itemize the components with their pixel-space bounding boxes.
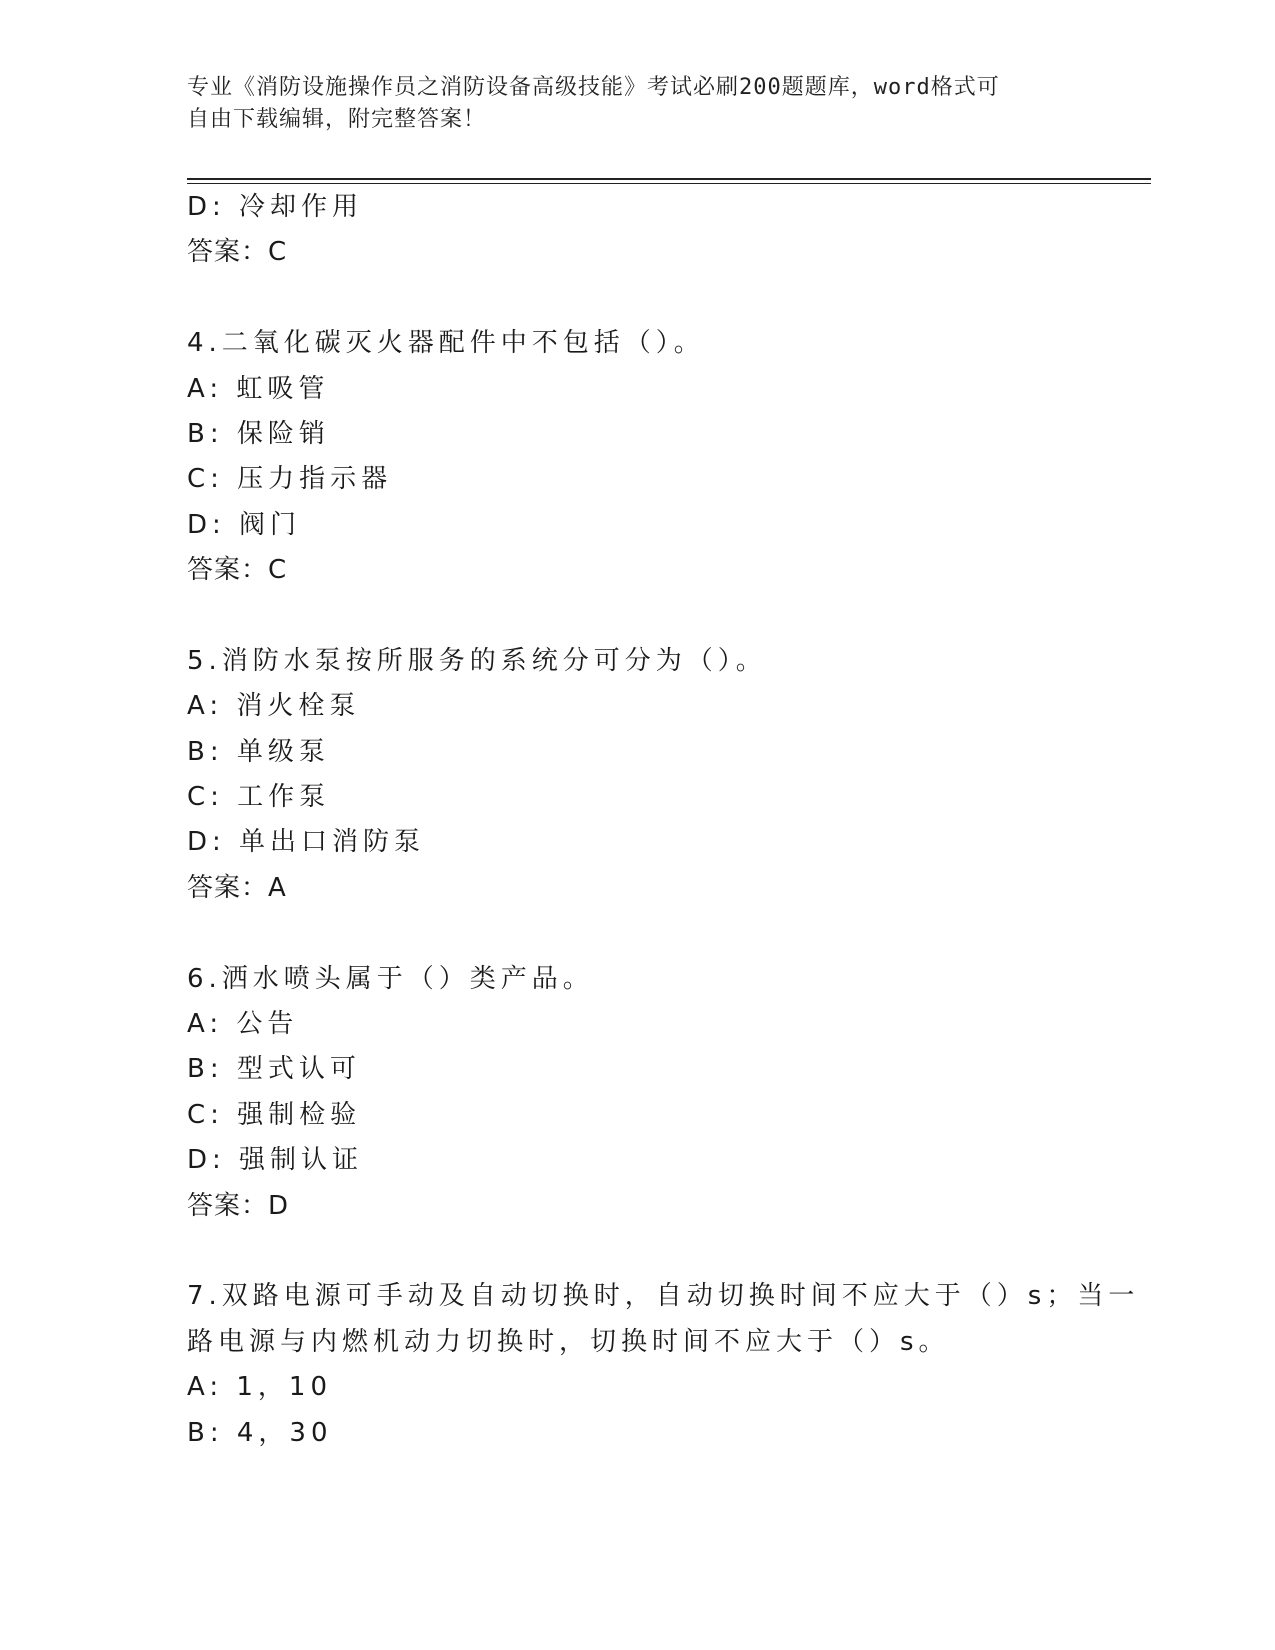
question-stem-line-1: 7.双路电源可手动及自动切换时，自动切换时间不应大于（）s；当一: [187, 1281, 1140, 1312]
option-c: C: 压力指示器: [187, 464, 393, 495]
question-gap: [187, 911, 1137, 956]
document-header: [187, 72, 1087, 136]
option-b: B: 单级泵: [187, 736, 330, 767]
question-stem-line-2: 路电源与内燃机动力切换时，切换时间不应大于（）s。: [187, 1326, 950, 1357]
question-gap: [187, 1229, 1137, 1274]
option-c: C: 强制检验: [187, 1099, 362, 1130]
header-title-line-2: 自由下载编辑，附完整答案！: [187, 107, 487, 132]
header-divider-thin: [187, 183, 1151, 184]
answer-line: 答案：A: [187, 872, 287, 903]
option-c: C: 工作泵: [187, 782, 331, 813]
answer-line: 答案：C: [187, 555, 288, 586]
option-a: A: 消火栓泵: [187, 691, 361, 722]
option-b: B: 保险销: [187, 418, 330, 449]
answer-line: 答案：D: [187, 1190, 290, 1221]
option-a: A: 公告: [187, 1009, 299, 1040]
header-divider-thick: [187, 178, 1151, 180]
header-title-line-1: 专业《消防设施操作员之消防设备高级技能》考试必刷200题题库，word格式可: [187, 75, 1000, 100]
question-stem: 4.二氧化碳灭火器配件中不包括（）。: [187, 328, 705, 359]
question-gap: [187, 276, 1137, 321]
option-b: B: 型式认可: [187, 1054, 361, 1085]
question-stem: 5.消防水泵按所服务的系统分可分为（）。: [187, 645, 767, 676]
option-d: D: 强制认证: [187, 1145, 364, 1176]
answer-line: 答案：C: [187, 237, 288, 268]
option-d: D: 冷却作用: [187, 192, 364, 222]
option-d: D: 单出口消防泵: [187, 827, 426, 858]
option-d: D: 阀门: [187, 509, 302, 540]
question-list: [187, 185, 1140, 1456]
option-b: B: 4，30: [187, 1417, 333, 1448]
option-a: A: 1，10: [187, 1372, 332, 1403]
option-a: A: 虹吸管: [187, 373, 330, 404]
question-gap: [187, 594, 1137, 639]
question-stem: 6.洒水喷头属于（）类产品。: [187, 963, 594, 994]
